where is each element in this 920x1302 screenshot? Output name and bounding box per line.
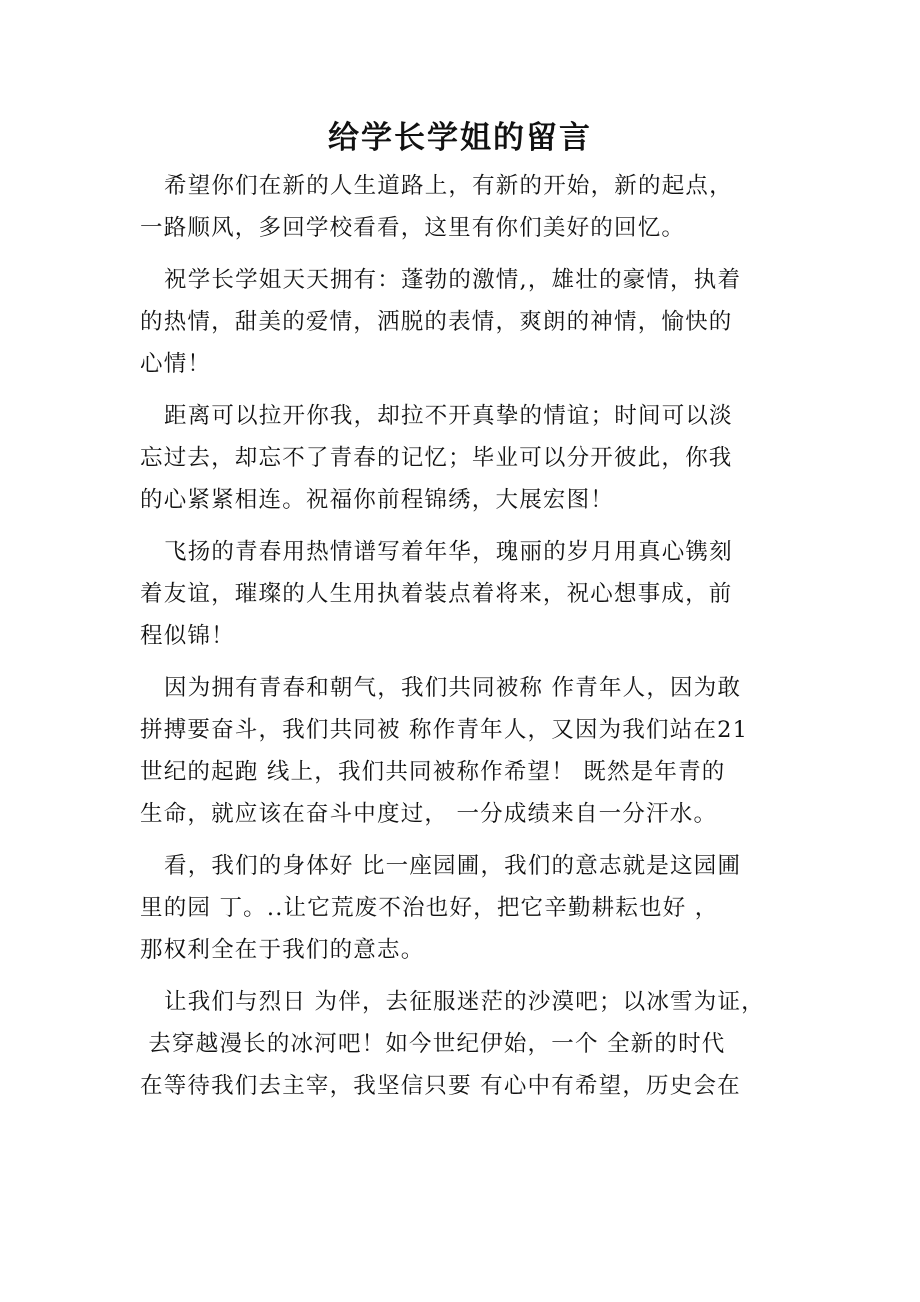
paragraph-line: 距离可以拉开你我，却拉不开真挚的情谊；时间可以淡 (164, 403, 733, 429)
paragraph-2 (140, 259, 790, 385)
paragraph-3 (140, 395, 790, 521)
document-body (140, 165, 790, 1117)
paragraph-line: 让我们与烈日 为伴，去征服迷茫的沙漠吧；以冰雪为证， (164, 989, 765, 1015)
paragraph-line: 飞扬的青春用热情谱写着年华，瑰丽的岁月用真心镌刻 (164, 539, 733, 565)
paragraph-line: 程似锦！ (140, 623, 235, 649)
paragraph-line: 看，我们的身体好 比一座园圃，我们的意志就是这园圃 (164, 853, 742, 879)
paragraph-7 (140, 981, 790, 1107)
paragraph-line: 生命，就应该在奋斗中度过， 一分成绩来自一分汗水。 (140, 801, 718, 827)
paragraph-line: 在等待我们去主宰，我坚信只要 有心中有希望，历史会在 (140, 1073, 741, 1099)
paragraph-line: 去穿越漫长的冰河吧！如今世纪伊始，一个 全新的时代 (140, 1031, 726, 1057)
paragraph-line: 希望你们在新的人生道路上，有新的开始，新的起点， (164, 173, 733, 199)
paragraph-line: 世纪的起跑 线上，我们共同被称作希望！ 既然是年青的 (140, 759, 726, 785)
paragraph-line: 着友谊，璀璨的人生用执着装点着将来，祝心想事成，前 (140, 581, 733, 607)
paragraph-1 (140, 165, 790, 249)
paragraph-line: 一路顺风，多回学校看看，这里有你们美好的回忆。 (140, 215, 686, 241)
paragraph-line: 的心紧紧相连。祝福你前程锦绣，大展宏图！ (140, 487, 615, 513)
paragraph-line: 那权利全在于我们的意志。 (140, 937, 425, 963)
paragraph-line: 心情！ (140, 351, 212, 377)
paragraph-6 (140, 845, 790, 971)
paragraph-line: 忘过去，却忘不了青春的记忆；毕业可以分开彼此，你我 (140, 445, 733, 471)
paragraph-line: 里的园 丁。..让它荒废不治也好，把它辛勤耕耘也好 ， (140, 895, 719, 921)
paragraph-line: 的热情，甜美的爱情，洒脱的表情，爽朗的神情，愉快的 (140, 309, 733, 335)
paragraph-line: 拼搏要奋斗，我们共同被 称作青年人，又因为我们站在21 (140, 717, 749, 743)
paragraph-line: 因为拥有青春和朝气，我们共同被称 作青年人，因为敢 (164, 675, 742, 701)
paragraph-4 (140, 531, 790, 657)
document-title: 给学长学姐的留言 (328, 120, 592, 156)
paragraph-line: 祝学长学姐天天拥有：蓬勃的激情,，雄壮的豪情，执着 (164, 267, 742, 293)
paragraph-5 (140, 667, 790, 835)
